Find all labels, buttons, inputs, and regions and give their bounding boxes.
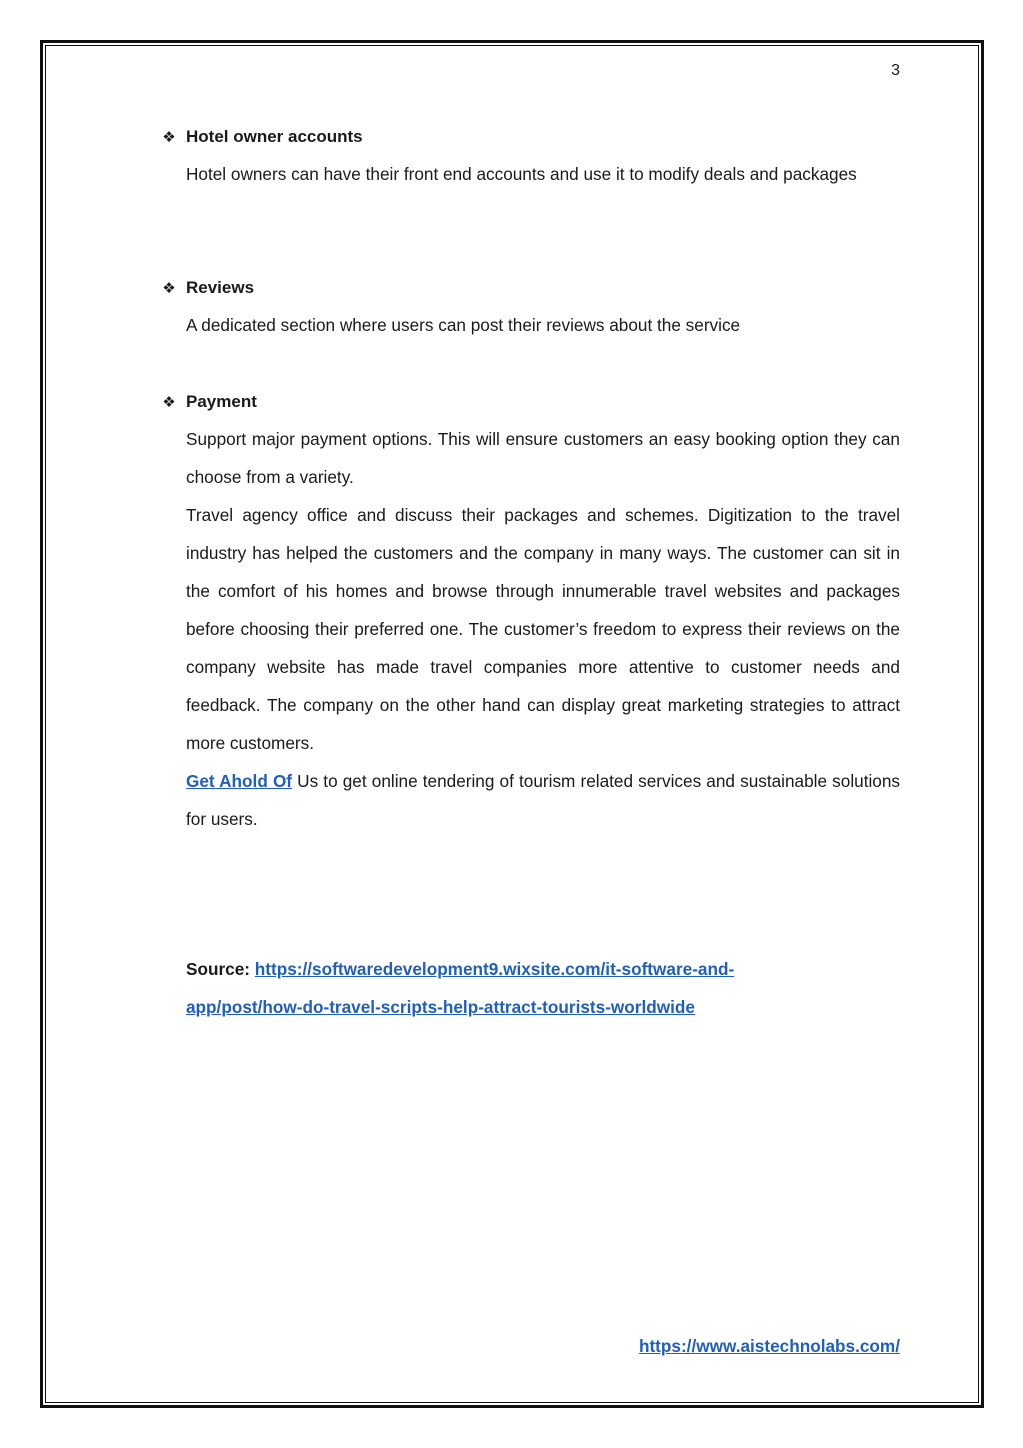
paragraph: A dedicated section where users can post their reviews about the service: [186, 315, 741, 335]
cta-paragraph: [186, 762, 900, 838]
heading-text: Reviews: [186, 278, 255, 297]
section-body: [186, 306, 900, 344]
get-ahold-of-link[interactable]: Get Ahold Of: [186, 771, 293, 791]
footer-website-link[interactable]: https://www.aistechnolabs.com/: [638, 1336, 900, 1356]
page-number: 3: [891, 62, 900, 79]
section-body: [186, 155, 900, 193]
section-heading: [158, 275, 900, 301]
section-heading: [158, 389, 900, 415]
heading-text: Hotel owner accounts: [186, 127, 363, 146]
diamond-bullet-icon: ❖: [162, 279, 176, 297]
diamond-bullet-icon: ❖: [162, 393, 176, 411]
source-url-link-part-2[interactable]: app/post/how-do-travel-scripts-help-attract-tourists-worldwide: [186, 997, 695, 1017]
source-url-link-part-1[interactable]: https://softwaredevelopment9.wixsite.com/it-software-and-: [254, 959, 735, 979]
paragraph: Support major payment options. This will ensure customers an easy booking option they can choose from a variety.: [186, 429, 900, 487]
source-block: [186, 950, 900, 1026]
diamond-bullet-icon: ❖: [162, 128, 176, 146]
paragraph: Hotel owners can have their front end accounts and use it to modify deals and packages: [186, 164, 857, 184]
source-label: Source:: [186, 959, 250, 979]
section-payment: [158, 389, 900, 838]
source-line-1: [186, 950, 900, 988]
section-body: [186, 420, 900, 838]
section-hotel-owner-accounts: [158, 124, 900, 193]
cta-text: Us to get online tendering of tourism related services and sustainable solutions for users.: [186, 771, 901, 829]
section-reviews: [158, 275, 900, 344]
paragraph: Travel agency office and discuss their packages and schemes. Digitization to the travel industry has helped the customers and the company in many ways. The customer can sit in the comfort of his homes and browse through innumerable travel websites and packages before choosing their preferred one. The customer’s freedom to express their reviews on the company website has made travel companies more attentive to customer needs and feedback. The company on the other hand can display great marketing strategies to attract more customers.: [186, 505, 900, 753]
source-line-2: [186, 988, 900, 1026]
heading-text: Payment: [186, 392, 257, 411]
section-heading: [158, 124, 900, 150]
